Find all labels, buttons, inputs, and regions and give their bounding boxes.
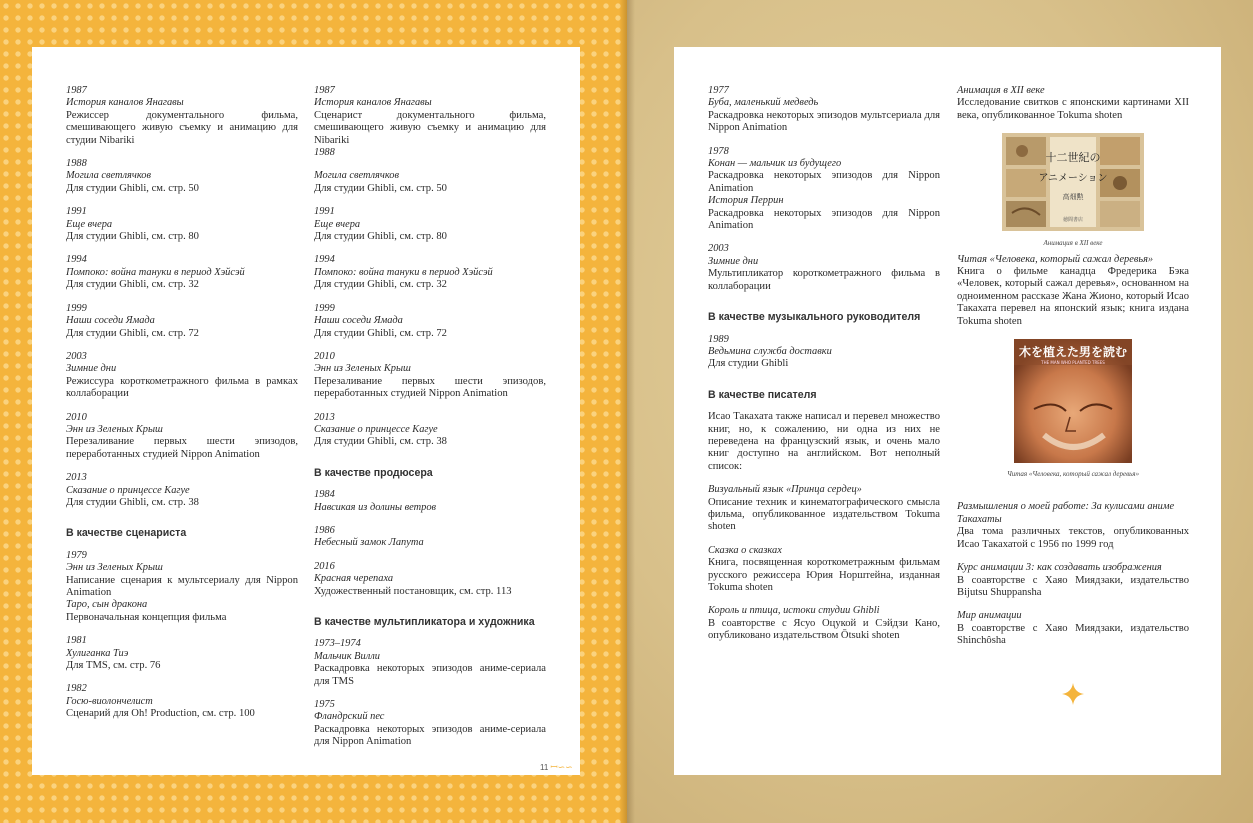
entry-title: Визуальный язык «Принца сердец» (708, 484, 862, 496)
entry-title: Еще вчера (314, 218, 361, 230)
book-entry (708, 545, 940, 595)
section-heading-writer: В качестве писателя (708, 388, 817, 401)
filmography-entry (66, 254, 298, 291)
filmography-entry (66, 412, 298, 462)
entry-title: Могила светлячков (314, 170, 399, 182)
entry-year: 2013 (314, 411, 335, 423)
section-heading-animator: В качестве мультипликатора и художника (314, 616, 535, 628)
entry-title: Конан — мальчик из будущего (708, 158, 842, 170)
entry-title: Буба, маленький медведь (708, 97, 819, 109)
entry-title: Наши соседи Ямада (314, 315, 403, 327)
figure-animation-xii-cover (957, 133, 1189, 247)
entry-title: Небесный замок Лапута (314, 537, 424, 549)
entry-description: Перезаливание первых шести эпизодов, переработанных студией Nippon Animation (66, 436, 298, 460)
entry-year: 2010 (314, 350, 335, 362)
book-entry (708, 605, 940, 642)
right-column-2 (957, 85, 1189, 659)
entry-title: Читая «Человека, который сажал деревья» (957, 253, 1154, 265)
entry-description: Раскадровка некоторых эпизодов мультсериала для Nippon Animation (708, 109, 940, 134)
svg-text:高畑勲: 高畑勲 (1062, 193, 1084, 202)
entry-title: Сказание о принцессе Кагуе (314, 423, 438, 435)
book-entry-man-who-planted-trees (957, 254, 1189, 328)
book-entry (708, 484, 940, 534)
entry-title: Сказка о сказках (708, 544, 782, 556)
star-ornament-icon (1062, 683, 1084, 705)
entry-year: 1991 (314, 206, 335, 218)
svg-text:徳間書店: 徳間書店 (1062, 217, 1084, 224)
entry-year: 2010 (66, 411, 87, 423)
filmography-entry (708, 146, 940, 233)
svg-text:木を植えた男を読む: 木を植えた男を読む (1018, 345, 1128, 360)
page-number (540, 760, 573, 773)
book-cover-scroll-image (1002, 133, 1144, 231)
filmography-entry (66, 158, 298, 195)
book-entry-animation-xii (957, 85, 1189, 122)
filmography-entry (66, 206, 298, 243)
entry-year: 1988 (314, 147, 335, 159)
entry-description: Раскадровка некоторых эпизодов аниме-сериала для Nippon Animation (314, 723, 546, 748)
left-column-2 (314, 85, 546, 760)
entry-title: Хулиганка Тиэ (66, 647, 129, 659)
entry-description: Написание сценария к мультсериалу для Nippon Animation (66, 574, 298, 598)
filmography-entry (314, 206, 546, 243)
entry-description: Для студии Ghibli, см. стр. 38 (314, 436, 447, 448)
entry-description: В соавторстве с Ясуо Оцукой и Сэйдзи Кано, опубликовано издательством Ōtsuki shoten (708, 617, 940, 642)
entry-year: 1994 (66, 254, 87, 266)
entry-description: Для студии Ghibli, см. стр. 50 (66, 182, 199, 194)
entry-title: Размышления о моей работе: За кулисами аниме Такахаты (957, 501, 1175, 525)
figure-caption: Читая «Человека, который сажал деревья» (1006, 470, 1140, 479)
entry-title: Зимние дни (708, 255, 759, 267)
entry-title: Энн из Зеленых Крыш (314, 363, 411, 375)
entry-year: 1978 (708, 145, 729, 157)
entry-description: Режиссура короткометражного фильма в рамках коллаборации (66, 375, 298, 400)
entry-year: 1987 (314, 85, 335, 96)
screenwriter-entry (66, 635, 298, 672)
entry-title: Таро, сын дракона (66, 599, 148, 611)
filmography-entry (708, 85, 940, 135)
entry-description: Описание техник и кинематографического смысла фильма, опубликованное издательством Tokuma shoten (708, 496, 940, 533)
entry-title: Навсикая из долины ветров (314, 501, 437, 513)
entry-year: 1986 (314, 524, 335, 536)
filmography-entry (314, 303, 546, 340)
entry-description: Для студии Ghibli, см. стр. 80 (66, 231, 199, 243)
entry-title: История каналов Янагавы (314, 97, 432, 109)
entry-description: Раскадровка некоторых эпизодов аниме-сериала для TMS (314, 663, 546, 687)
filmography-entry (314, 254, 546, 291)
entry-description: Для студии Ghibli, см. стр. 80 (314, 231, 447, 243)
entry-description: Первоначальная концепция фильма (66, 611, 227, 623)
entry-description: Сценарий для Oh! Production, см. стр. 100 (66, 708, 255, 720)
entry-description: Книга, посвященная короткометражным фильмам русского режиссера Юрия Норштейна, изданная Tokuma shoten (708, 557, 940, 593)
figure-caption: Анимация в XII веке (1043, 238, 1103, 247)
animator-entry (314, 638, 546, 688)
entry-title: Мальчик Вилли (314, 650, 380, 662)
entry-description: В соавторстве с Хаяо Миядзаки, издательство Bijutsu Shuppansha (957, 574, 1189, 598)
entry-title: Помпоко: война тануки в период Хэйсэй (314, 266, 493, 278)
entry-year: 1989 (708, 333, 729, 345)
entry-year: 1999 (314, 302, 335, 314)
filmography-entry (314, 351, 546, 401)
entry-title: Мир анимации (957, 610, 1022, 622)
entry-description: Раскадровка некоторых эпизодов для Nippon Animation (708, 170, 940, 194)
producer-entry (314, 489, 546, 514)
filmography-entry (66, 303, 298, 340)
entry-year: 1987 (66, 85, 87, 96)
entry-description: В соавторстве с Хаяо Миядзаки, издательство Shinchôsha (957, 622, 1189, 647)
entry-description: Для студии Ghibli, см. стр. 72 (314, 327, 447, 339)
book-cover-portrait-image (1014, 339, 1132, 463)
filmography-entry (66, 85, 298, 147)
section-heading-music: В качестве музыкального руководителя (708, 311, 921, 324)
right-page (674, 47, 1221, 775)
entry-description: Для студии Ghibli, см. стр. 72 (66, 327, 199, 339)
entry-title: Энн из Зеленых Крыш (66, 423, 163, 435)
entry-year: 1991 (66, 206, 87, 218)
swirl-ornament-icon: ꟷ∽∽ (550, 762, 573, 772)
entry-description: Два тома различных текстов, опубликованных Исао Такахатой с 1956 по 1999 год (957, 526, 1189, 550)
entry-title: Энн из Зеленых Крыш (66, 562, 163, 574)
entry-year: 2016 (314, 560, 335, 572)
entry-year: 1999 (66, 302, 87, 314)
filmography-entry (708, 243, 940, 293)
svg-text:THE MAN WHO PLANTED TREES: THE MAN WHO PLANTED TREES (1041, 360, 1105, 366)
entry-description: Мультипликатор короткометражного фильма в коллаборации (708, 268, 940, 292)
entry-description: Режиссер документального фильма, смешивающего живую съемку и анимацию для студии Nibariki (66, 109, 298, 146)
producer-entry (314, 561, 546, 598)
entry-year: 1988 (66, 158, 87, 170)
entry-description: Для студии Ghibli, см. стр. 32 (66, 279, 199, 291)
entry-description: Для студии Ghibli (708, 358, 789, 370)
entry-year: 1984 (314, 489, 335, 501)
entry-title: Могила светлячков (66, 170, 151, 182)
book-entry (957, 562, 1189, 599)
entry-description: Для студии Ghibli, см. стр. 50 (314, 182, 447, 194)
section-heading-producer: В качестве продюсера (314, 466, 433, 479)
entry-year: 1979 (66, 549, 87, 561)
entry-description: Для TMS, см. стр. 76 (66, 660, 161, 672)
entry-description: Книга о фильме канадца Фредерика Бэка «Человек, который сажал деревья», основанном на одноименном рассказе Жана Жионо, который Исао Такахата перевел на японский язык; книга издана Tokuma shoten (957, 266, 1189, 327)
entry-title: Еще вчера (66, 218, 113, 230)
entry-year: 1994 (314, 254, 335, 266)
entry-title: Помпоко: война тануки в период Хэйсэй (66, 266, 245, 278)
entry-title: Зимние дни (66, 363, 117, 375)
screenwriter-entry (66, 550, 298, 624)
entry-year: 2013 (66, 472, 87, 484)
music-entry (708, 334, 940, 371)
screenwriter-entry (66, 683, 298, 720)
entry-description: Для студии Ghibli, см. стр. 32 (314, 279, 447, 291)
entry-title: История Перрин (708, 195, 784, 207)
entry-title: Госю-виолончелист (66, 695, 153, 707)
entry-year: 1977 (708, 85, 729, 96)
entry-year: 1973–1974 (314, 638, 361, 650)
left-page (32, 47, 580, 775)
entry-year: 2003 (708, 243, 729, 255)
entry-title: Курс анимации 3: как создавать изображения (957, 562, 1162, 574)
entry-description: Для студии Ghibli, см. стр. 38 (66, 496, 199, 508)
filmography-entry (66, 472, 298, 509)
animator-entry (314, 699, 546, 749)
book-spine (619, 0, 635, 823)
book-entry (957, 610, 1189, 647)
filmography-entry (66, 351, 298, 401)
figure-man-who-planted-trees-cover (957, 339, 1189, 479)
entry-title: Анимация в XII веке (957, 85, 1045, 96)
book-entry (957, 501, 1189, 551)
filmography-entry (314, 412, 546, 449)
entry-year: 1982 (66, 683, 87, 695)
entry-year: 2003 (66, 350, 87, 362)
filmography-entry (314, 85, 546, 159)
filmography-entry (314, 170, 546, 195)
entry-description: Художественный постановщик, см. стр. 113 (314, 585, 512, 597)
entry-title: Сказание о принцессе Кагуе (66, 484, 190, 496)
entry-year: 1975 (314, 699, 335, 711)
cover-title-text: 十二世紀の (1045, 151, 1101, 165)
entry-description: Сценарист документального фильма, смешивающего живую съемку и анимацию для Nibariki (314, 109, 546, 146)
producer-entry (314, 525, 546, 550)
entry-description: Исследование свитков с японскими картинами XII века, опубликованное Tokuma shoten (957, 97, 1189, 121)
right-column-1 (708, 85, 940, 654)
page-number-text: 11 (540, 763, 549, 772)
entry-title: Король и птица, истоки студии Ghibli (708, 605, 880, 617)
entry-title: Ведьмина служба доставки (708, 345, 832, 357)
entry-title: История каналов Янагавы (66, 97, 184, 109)
entry-description: Раскадровка некоторых эпизодов для Nippon Animation (708, 207, 940, 232)
entry-title: Фландрский пес (314, 711, 385, 723)
left-column-1 (66, 85, 298, 732)
svg-text:アニメーション: アニメーション (1038, 173, 1108, 185)
section-heading-screenwriter: В качестве сценариста (66, 527, 187, 540)
entry-year: 1981 (66, 635, 87, 647)
writer-intro: Исао Такахата также написал и перевел множество книг, но, к сожалению, ни одна из них не переведена на французский язык, и очень мало книг доступно на английском. Вот неполный список: (708, 411, 940, 472)
entry-title: Красная черепаха (314, 573, 394, 585)
entry-description: Перезаливание первых шести эпизодов, переработанных студией Nippon Animation (314, 375, 546, 400)
entry-title: Наши соседи Ямада (66, 315, 155, 327)
